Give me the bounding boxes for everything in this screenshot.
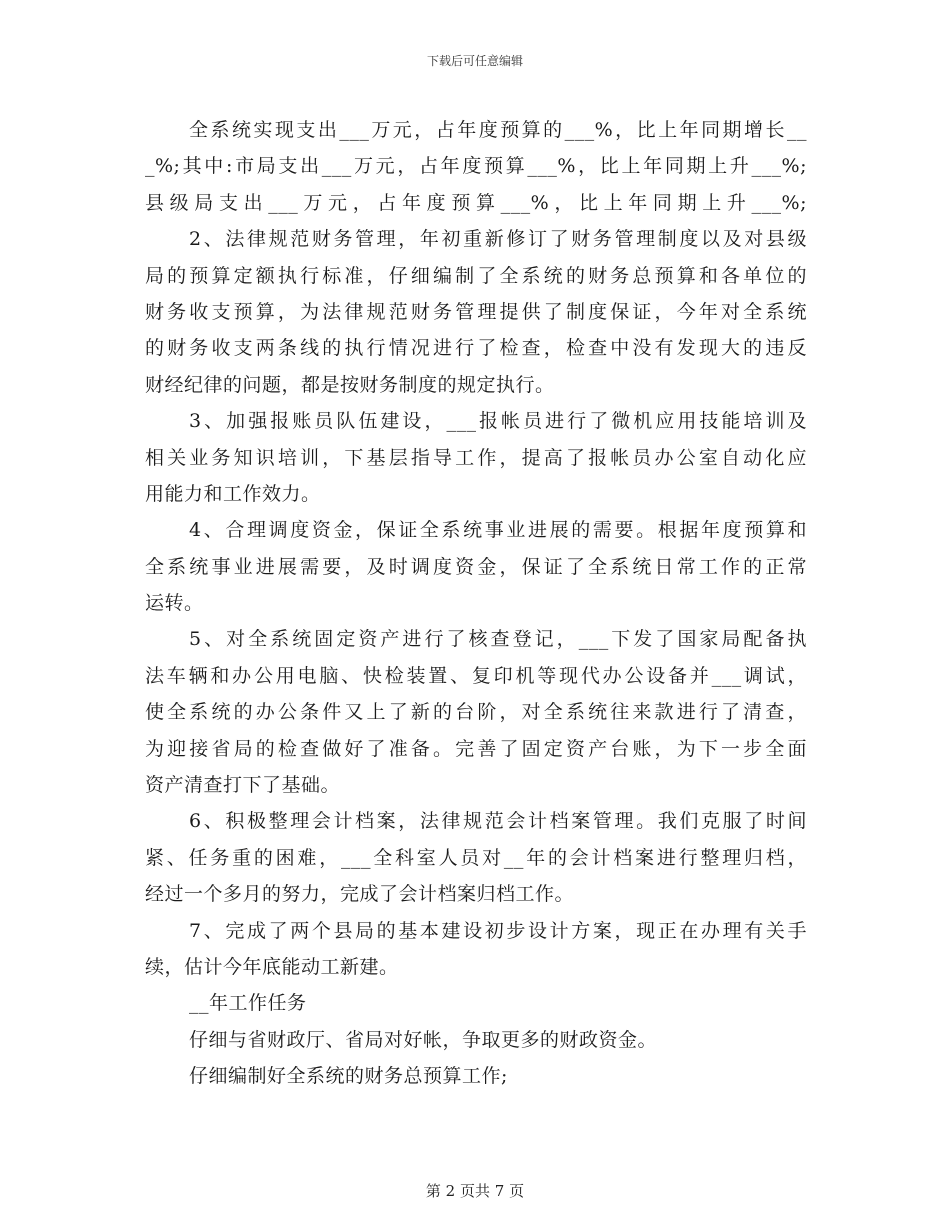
paragraph-line: 紧、任务重的困难，___全科室人员对__年的会计档案进行整理归档， (145, 846, 807, 869)
paragraph-line: 县级局支出___万元，占年度预算___%，比上年同期上升___%; (145, 191, 807, 214)
paragraph-line: 局的预算定额执行标准，仔细编制了全系统的财务总预算和各单位的 (145, 264, 807, 287)
paragraph-line: 4、合理调度资金，保证全系统事业进展的需要。根据年度预算和 (189, 519, 807, 542)
paragraph-line: 运转。 (145, 592, 204, 615)
paragraph-line: 续，估计今年底能动工新建。 (145, 955, 399, 978)
paragraph-line: 资产清查打下了基础。 (145, 774, 341, 797)
paragraph-line: 相关业务知识培训，下基层指导工作，提高了报帐员办公室自动化应 (145, 446, 807, 469)
paragraph-line: 3、加强报账员队伍建设，___报帐员进行了微机应用技能培训及 (189, 410, 807, 433)
paragraph-line: 仔细与省财政厅、省局对好帐，争取更多的财政资金。 (189, 1028, 658, 1051)
paragraph-line: 全系统实现支出___万元，占年度预算的___%，比上年同期增长__ (189, 119, 807, 141)
page-header: 下载后可任意编辑 (426, 54, 523, 68)
paragraph-line: 全系统事业进展需要，及时调度资金，保证了全系统日常工作的正常 (145, 555, 807, 578)
paragraph-line: 经过一个多月的努力，完成了会计档案归档工作。 (145, 883, 575, 906)
paragraph-line: 7、完成了两个县局的基本建设初步设计方案，现正在办理有关手 (189, 919, 807, 942)
paragraph-line: 5、对全系统固定资产进行了核查登记，___下发了国家局配备执 (189, 628, 807, 651)
paragraph-line: 的财务收支两条线的执行情况进行了检查，检查中没有发现大的违反 (145, 337, 807, 360)
section-heading: __年工作任务 (189, 992, 307, 1015)
paragraph-line: 财务收支预算，为法律规范财务管理提供了制度保证，今年对全系统 (145, 300, 807, 323)
paragraph-line: 仔细编制好全系统的财务总预算工作; (189, 1065, 508, 1088)
document-body (145, 112, 807, 1095)
paragraph-line: _%;其中:市局支出___万元，占年度预算___%，比上年同期上升___%; (145, 155, 807, 178)
paragraph-line: 2、法律规范财务管理，年初重新修订了财务管理制度以及对县级 (189, 228, 807, 251)
paragraph-line: 用能力和工作效力。 (145, 482, 321, 505)
paragraph-line: 财经纪律的问题，都是按财务制度的规定执行。 (145, 373, 555, 396)
paragraph-line: 使全系统的办公条件又上了新的台阶，对全系统往来款进行了清查， (145, 701, 807, 724)
page-footer: 第 2 页共 7 页 (425, 1182, 525, 1200)
paragraph-line: 法车辆和办公用电脑、快检装置、复印机等现代办公设备并___调试， (145, 664, 807, 687)
paragraph-line: 6、积极整理会计档案，法律规范会计档案管理。我们克服了时间 (189, 810, 807, 833)
paragraph-line: 为迎接省局的检查做好了准备。完善了固定资产台账，为下一步全面 (145, 737, 807, 760)
